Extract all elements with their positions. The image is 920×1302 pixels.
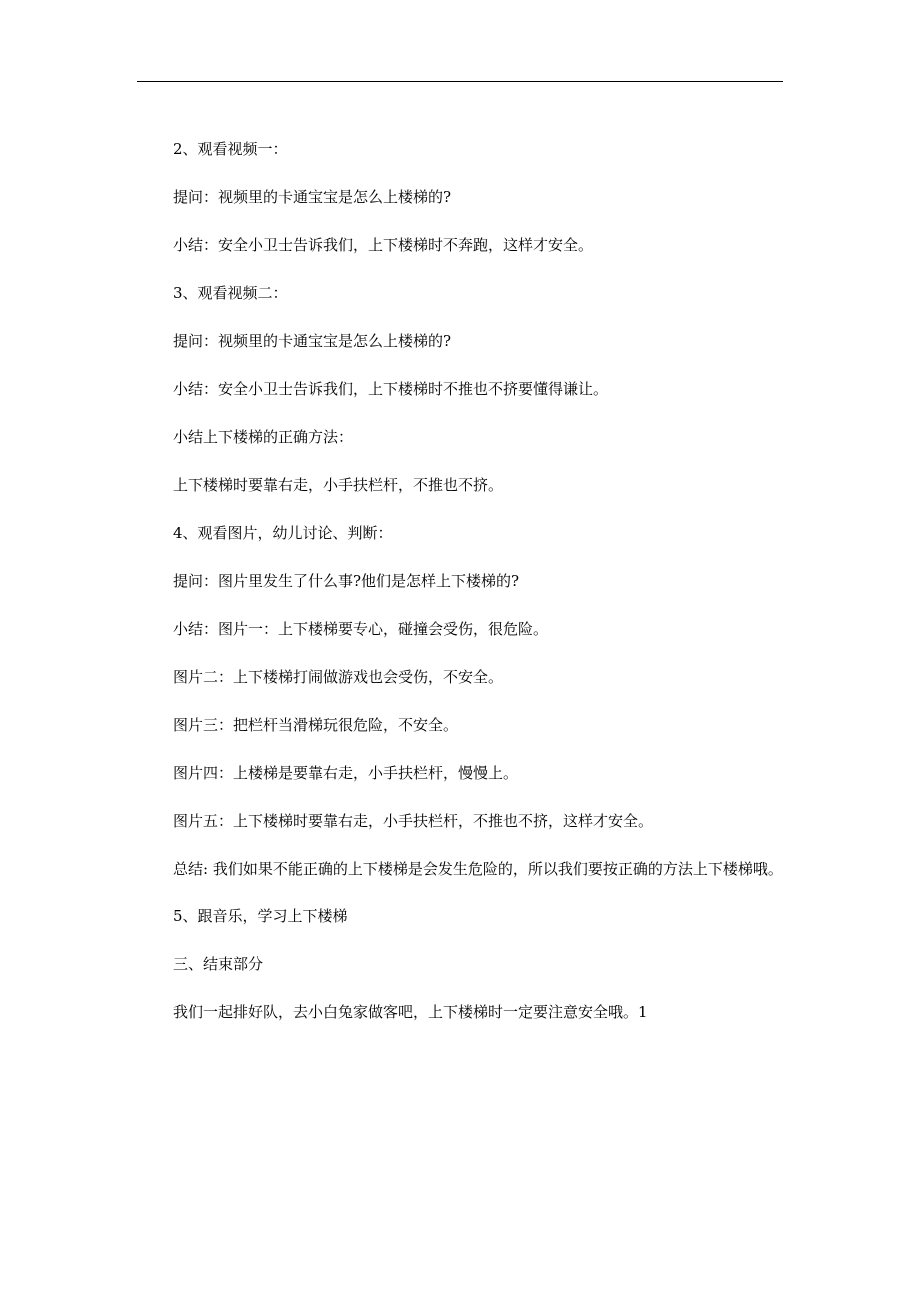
picture-2-paragraph: 图片二：上下楼梯打闹做游戏也会受伤，不安全。 [173,668,504,686]
summary-paragraph: 小结：安全小卫士告诉我们，上下楼梯时不奔跑，这样才安全。 [173,236,594,254]
picture-1-paragraph: 小结：图片一：上下楼梯要专心，碰撞会受伤，很危险。 [173,620,549,638]
picture-5-paragraph: 图片五：上下楼梯时要靠右走，小手扶栏杆，不推也不挤，这样才安全。 [173,812,654,830]
question-paragraph: 提问：视频里的卡通宝宝是怎么上楼梯的? [173,188,452,206]
question-paragraph: 提问：图片里发生了什么事?他们是怎样上下楼梯的? [173,572,520,590]
summary-paragraph: 小结：安全小卫士告诉我们，上下楼梯时不推也不挤要懂得谦让。 [173,380,609,398]
step-4-heading: 4、观看图片，幼儿讨论、判断： [173,524,393,542]
question-paragraph: 提问：视频里的卡通宝宝是怎么上楼梯的? [173,332,452,350]
ending-paragraph: 我们一起排好队，去小白兔家做客吧，上下楼梯时一定要注意安全哦。1 [173,1003,648,1021]
picture-4-paragraph: 图片四：上楼梯是要靠右走，小手扶栏杆，慢慢上。 [173,764,519,782]
step-5-heading: 5、跟音乐，学习上下楼梯 [173,907,348,925]
conclusion-paragraph: 总结: 我们如果不能正确的上下楼梯是会发生危险的，所以我们要按正确的方法上下楼梯哦。 [173,860,783,878]
section-ending-heading: 三、结束部分 [173,955,264,973]
step-3-heading: 3、观看视频二： [173,284,288,302]
step-2-heading: 2、观看视频一： [173,140,288,158]
correct-method-heading: 小结上下楼梯的正确方法： [173,428,354,446]
document-body [137,138,783,1049]
header-rule [137,81,783,82]
correct-method-paragraph: 上下楼梯时要靠右走，小手扶栏杆，不推也不挤。 [173,476,504,494]
picture-3-paragraph: 图片三：把栏杆当滑梯玩很危险，不安全。 [173,716,459,734]
